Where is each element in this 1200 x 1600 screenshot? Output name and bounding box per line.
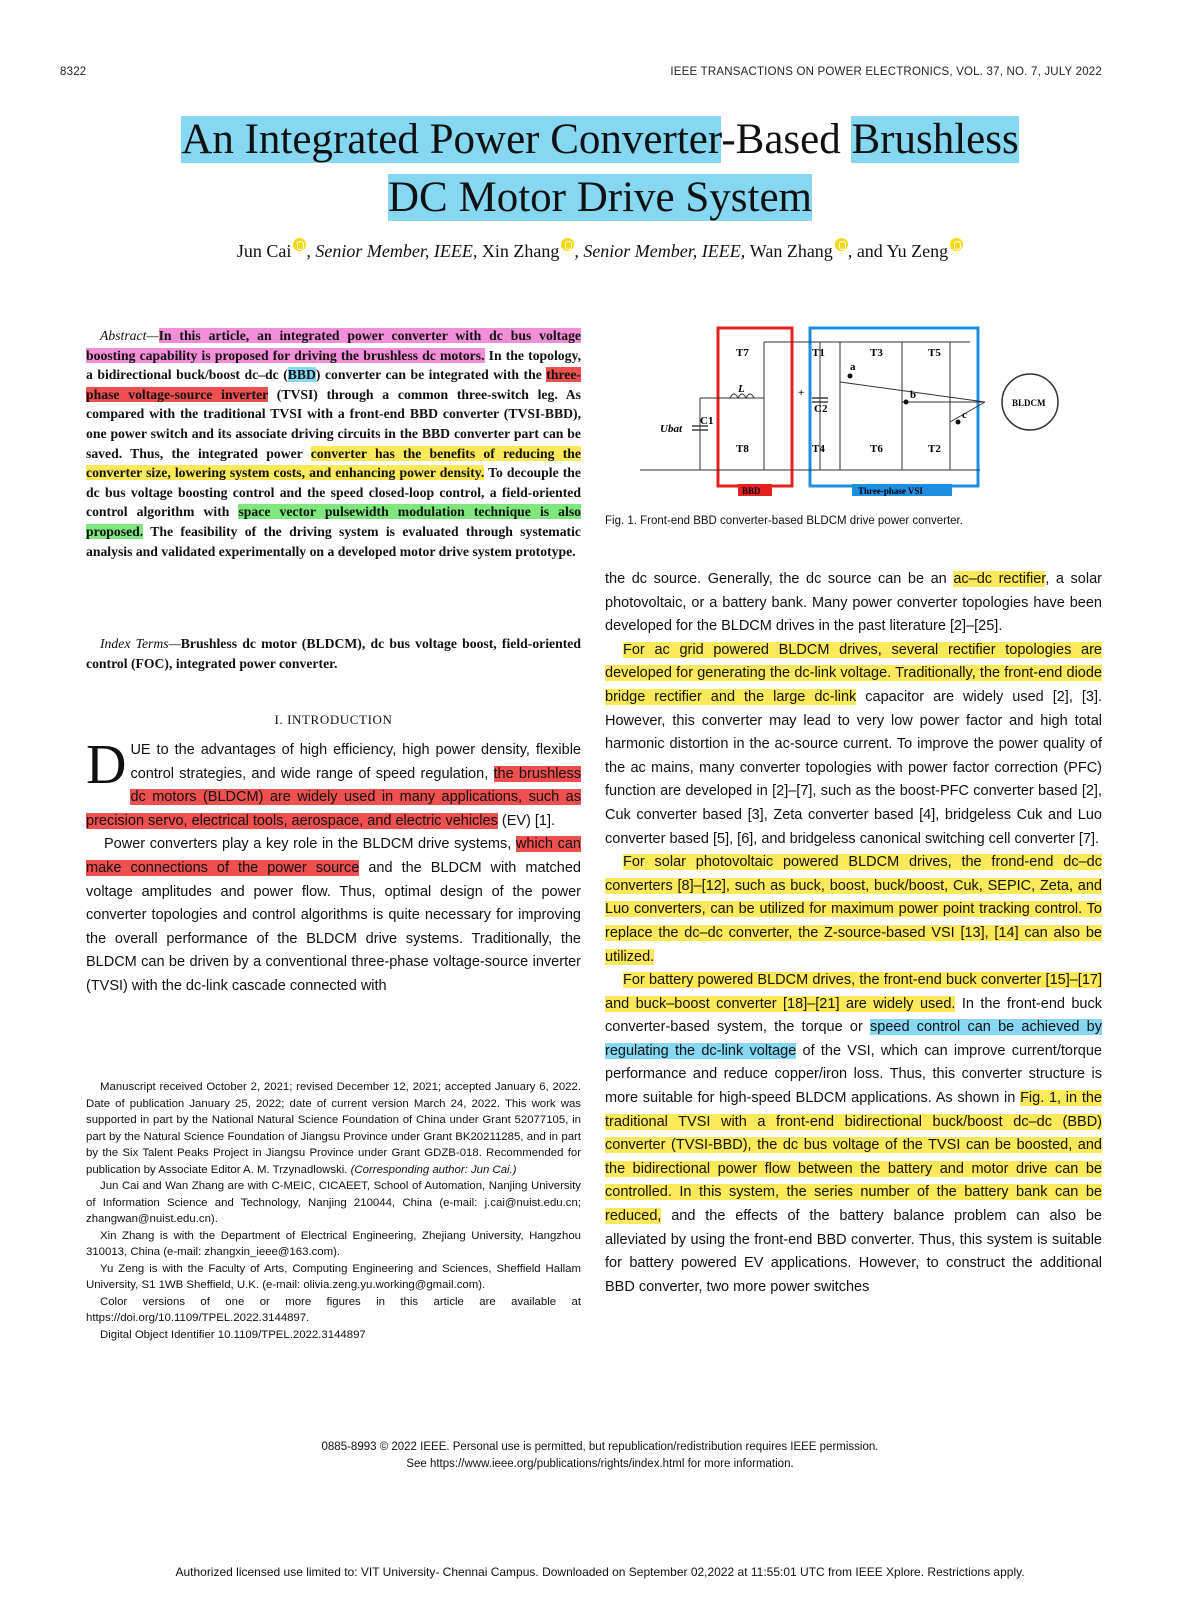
right-highlight-solar: For solar photovoltaic powered BLDCM drives, the frond-end dc–dc converters [8]–[12], such as buck, boost, buck/boost, Cuk, SEPIC, Zeta, and Luo converters, can be utilized for maximum power point tracking control. To replace the dc–dc converter, the Z-source-based VSI [13], [14] can also be utilized.: [605, 854, 1102, 965]
intro-paragraph-2: [86, 833, 581, 998]
abstract-text: The feasibility of the driving system is evaluated through systematic analysis and validated experimentally on a developed motor drive system prototype.: [86, 523, 581, 559]
orcid-icon[interactable]: [293, 238, 306, 251]
footnote-doi[interactable]: Digital Object Identifier 10.1109/TPEL.2022.3144897: [100, 1328, 366, 1341]
title-text-2: -Based: [721, 116, 852, 163]
authorized-use-notice: Authorized licensed use limited to: VIT University- Chennai Campus. Downloaded on September 02,2022 at 11:55:01 UTC from IEEE Xplore. Restrictions apply.: [175, 1565, 1025, 1579]
copyright-line-2[interactable]: See https://www.ieee.org/publications/rights/index.html for more information.: [406, 1458, 794, 1470]
right-text: of the VSI, which can improve current/torque performance and reduce copper/iron loss. Thus, this converter structure is more suitable for high-speed BLDCM applications. As shown in: [605, 1042, 1102, 1107]
switch-t3: T3: [870, 347, 883, 359]
corresponding-author: (Corresponding author: Jun Cai.): [350, 1163, 517, 1176]
abstract-text: ) converter can be integrated with the: [315, 367, 547, 383]
author-join: , and: [847, 241, 887, 261]
footnote-affiliation-3: Yu Zeng is with the Faculty of Arts, Computing Engineering and Sciences, Sheffield Hallam University, S1 1WB Sheffield, U.K. (e-mail: olivia.zeng.yu.working@gmail.com).: [86, 1262, 581, 1291]
footnote-affiliation-2: Xin Zhang is with the Department of Electrical Engineering, Zhejiang University, Hangzhou 310013, China (e-mail: zhangxin_ieee@163.com).: [86, 1229, 581, 1258]
footnote-affiliation-1: Jun Cai and Wan Zhang are with C-MEIC, CICAEET, School of Automation, Nanjing University of Information Science and Technology, Nanjing 210044, China (e-mail: j.cai@nuist.edu.cn; zhangwan@nuist.edu.cn).: [86, 1180, 581, 1225]
intro-paragraph-1: [86, 734, 581, 833]
switch-t5: T5: [928, 347, 941, 359]
abstract-text: To decouple the dc bus voltage boosting control and the speed closed-loop control, a field-oriented control algorithm with: [86, 465, 581, 520]
right-paragraph-2: [605, 639, 1102, 851]
author-2[interactable]: Xin Zhang: [481, 241, 560, 261]
cap-c1-label: C1: [700, 415, 714, 427]
right-text: the dc source. Generally, the dc source can be an: [605, 571, 954, 587]
abstract-highlight-red: three-phase voltage-source inverter: [86, 367, 581, 402]
title-highlight-line2: DC Motor Drive System: [387, 174, 813, 221]
right-highlight-speed-control: speed control can be achieved by regulating the dc-link voltage: [605, 1019, 1102, 1059]
vsi-box-label: Three-phase VSI: [858, 486, 923, 496]
abstract: [86, 326, 581, 561]
author-3[interactable]: Wan Zhang: [749, 241, 833, 261]
paper-title: [60, 112, 1140, 168]
footnote-color-versions: Color versions of one or more figures in this article are available at https://doi.org/10.1109/TPEL.2022.3144897.: [86, 1295, 581, 1324]
title-highlight-1: An Integrated Power Converter: [181, 116, 722, 163]
orcid-icon[interactable]: [950, 238, 963, 251]
intro-highlight-red-2: which can make connections of the power source: [86, 836, 581, 876]
motor-label: BLDCM: [1012, 398, 1046, 408]
footnotes: [86, 1079, 581, 1343]
switch-t7: T7: [736, 347, 749, 359]
author-4[interactable]: Yu Zeng: [886, 241, 949, 261]
author-2-role: , Senior Member, IEEE,: [574, 241, 750, 261]
right-paragraph-4: [605, 969, 1102, 1299]
node-a-label: a: [850, 361, 856, 373]
intro-highlight-red-1: the brushless dc motors (BLDCM) are widely used in many applications, such as precision servo, electrical tools, aerospace, and electric vehicles: [86, 765, 581, 829]
journal-header: IEEE TRANSACTIONS ON POWER ELECTRONICS, VOL. 37, NO. 7, JULY 2022: [670, 66, 1102, 78]
switch-t6: T6: [870, 443, 883, 455]
introduction-body: [86, 734, 581, 999]
section-heading-introduction: I. INTRODUCTION: [274, 712, 393, 727]
copyright-line-1: 0885-8993 © 2022 IEEE. Personal use is permitted, but republication/redistribution requires IEEE permission.: [321, 1441, 879, 1453]
right-text: and the effects of the battery balance problem can also be alleviated by using the front-end BBD converter. Thus, this system is suitable for battery powered EV applications. However, to construct the additional BBD converter, two more power switches: [605, 1208, 1102, 1295]
abstract-highlight-pink: In this article, an integrated power converter with dc bus voltage boosting capability is proposed for driving the brushless dc motors.: [86, 328, 581, 363]
right-text: capacitor are widely used [2], [3]. However, this converter may lead to very low power factor and high total harmonic distortion in the ac-source current. To improve the power quality of the ac mains, many converter topologies with power factor correction (PFC) function are developed in [2]–[7], such as the boost-PFC converter based [2], Cuk converter based [3], Zeta converter based [4], bridgeless Cuk and Luo converter based [5], [6], and bridgeless canonical switching cell converter [7].: [605, 688, 1103, 847]
index-terms-text: Brushless dc motor (BLDCM), dc bus voltage boost, field-oriented control (FOC), integrated power converter.: [86, 636, 581, 671]
intro-text: and the BLDCM with matched voltage amplitudes and power flow. Thus, optimal design of the power converter topologies and control algorithms is quite necessary for improving the overall performance of the BLDCM drive systems. Traditionally, the BLDCM can be driven by a conventional three-phase voltage-source inverter (TVSI) with the dc-link cascade connected with: [86, 859, 581, 994]
title-highlight-3: Brushless: [851, 116, 1019, 163]
author-1-role: , Senior Member, IEEE,: [306, 241, 482, 261]
index-terms-label: Index Terms—: [100, 636, 181, 651]
switch-t8: T8: [736, 443, 749, 455]
page-number: 8322: [60, 66, 87, 78]
plus-label: +: [798, 387, 805, 399]
abstract-highlight-yellow: converter has the benefits of reducing the converter size, lowering system costs, and enhancing power density.: [86, 445, 581, 481]
intro-text: Power converters play a key role in the BLDCM drive systems,: [104, 836, 516, 853]
inductor-label: L: [738, 383, 745, 395]
node-c-label: c: [962, 409, 967, 421]
right-highlight-battery: For battery powered BLDCM drives, the front-end buck converter [15]–[17] and buck–boost converter [18]–[21] are widely used.: [605, 972, 1102, 1012]
abstract-label: Abstract—: [100, 328, 159, 343]
abstract-highlight-bbd: BBD: [287, 367, 316, 383]
footnote-manuscript: [86, 1079, 581, 1178]
dropcap: D: [86, 734, 127, 796]
ubat-label: Ubat: [660, 423, 682, 435]
switch-t4: T4: [812, 443, 825, 455]
index-terms: [86, 634, 581, 673]
right-paragraph-1: [605, 568, 1102, 639]
switch-t2: T2: [928, 443, 941, 455]
right-highlight-acgrid: For ac grid powered BLDCM drives, several rectifier topologies are developed for generating the dc-link voltage. Traditionally, the front-end diode bridge rectifier and the large dc-link: [605, 641, 1102, 705]
right-paragraph-3: [605, 851, 1102, 969]
cap-c2-label: C2: [814, 403, 828, 415]
right-highlight-fig1: Fig. 1, in the traditional TVSI with a front-end bidirectional buck/boost dc–dc (BBD) converter (TVSI-BBD), the dc bus voltage of the TVSI can be boosted, and the bidirectional power flow between the battery and motor drive can be controlled. In this system, the series number of the battery bank can be reduced,: [605, 1090, 1102, 1225]
author-1[interactable]: Jun Cai: [236, 241, 292, 261]
author-list: [60, 238, 1140, 262]
copyright-notice: [100, 1439, 1100, 1473]
abstract-text: In the topology, a bidirectional buck/boost dc–dc (: [86, 347, 581, 383]
node-b-label: b: [910, 389, 917, 401]
abstract-highlight-green: space vector pulsewidth modulation technique is also proposed.: [86, 504, 581, 539]
paper-title-line2: [60, 170, 1140, 226]
bbd-box: [718, 328, 792, 486]
vsi-box: [810, 328, 978, 486]
intro-text: UE to the advantages of high efficiency, high power density, flexible control strategies, and wide range of speed regulation,: [130, 742, 581, 782]
right-column-body: [605, 568, 1102, 1299]
bbd-box-label: BBD: [742, 486, 761, 496]
footnote-text: Manuscript received October 2, 2021; revised December 12, 2021; accepted January 6, 2022. Date of publication January 25, 2022; date of current version March 24, 2022. This work was supported in part by the National Natural Science Foundation of China under Grant 52077105, in part by the Natural Science Foundation of Jiangsu Province under Grant BK20211285, and in part by the Six Talent Peaks Project in Jiangsu Province under Grant GDZB-018. Recommended for publication by Associate Editor A. M. Trzynadlowski.: [86, 1081, 581, 1176]
figure-1-circuit-diagram: [640, 320, 1100, 500]
switch-t1: T1: [812, 347, 825, 359]
figure-1-caption: Fig. 1. Front-end BBD converter-based BLDCM drive power converter.: [605, 515, 963, 527]
intro-text: (EV) [1].: [497, 812, 556, 829]
right-highlight-rectifier: ac–dc rectifier: [953, 571, 1046, 587]
abstract-text: (TVSI) through a common three-switch leg. As compared with the traditional TVSI with a front-end BBD converter (TVSI-BBD), one power switch and its associate driving circuits in the BBD converter part can be saved. Thus, the integrated power: [86, 386, 581, 461]
right-text: In the front-end buck converter-based system, the torque or: [605, 995, 1102, 1036]
orcid-icon[interactable]: [561, 238, 574, 251]
orcid-icon[interactable]: [835, 238, 848, 251]
right-text: , a solar photovoltaic, or a battery bank. Many power converter topologies have been developed for the BLDCM drives in the past literature [2]–[25].: [605, 571, 1102, 635]
